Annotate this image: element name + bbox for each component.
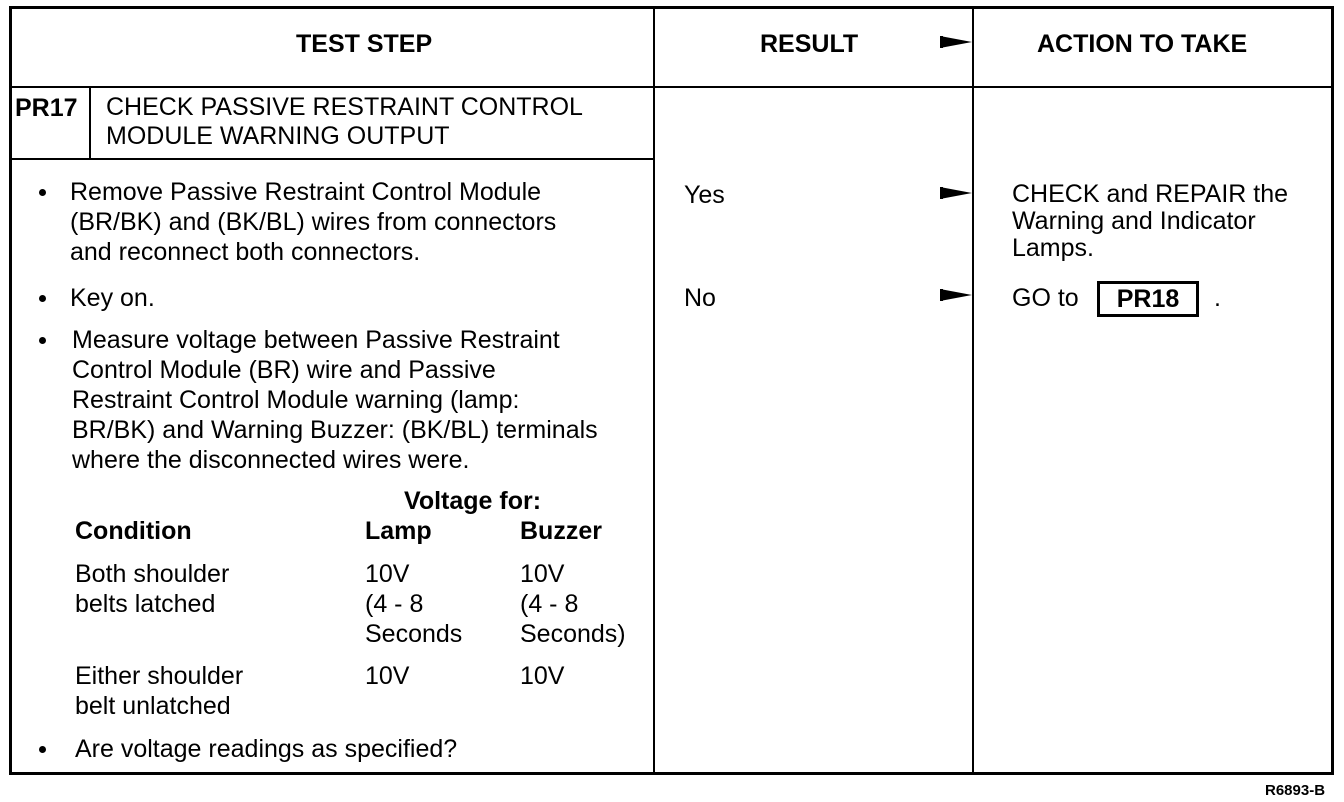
instruction-3-line5: where the disconnected wires were.: [72, 446, 470, 474]
row2-condition-line2: belt unlatched: [75, 692, 231, 720]
instruction-3-line2: Control Module (BR) wire and Passive: [72, 356, 496, 384]
header-arrow-icon: [940, 32, 972, 52]
result-yes-arrow-icon: [940, 183, 972, 203]
step-title-divider: [9, 158, 655, 160]
col-header-lamp: Lamp: [365, 517, 432, 545]
row1-lamp-line2: (4 - 8: [365, 590, 424, 618]
bullet-icon: [39, 337, 46, 344]
column-divider-1: [653, 6, 655, 775]
result-no-arrow-icon: [940, 285, 972, 305]
instruction-1-line3: and reconnect both connectors.: [70, 238, 421, 266]
row1-lamp-line3: Seconds: [365, 620, 463, 648]
col-header-condition: Condition: [75, 517, 192, 545]
row1-buzzer-line2: (4 - 8: [520, 590, 579, 618]
row1-buzzer-line3: Seconds): [520, 620, 626, 648]
row1-condition-line1: Both shoulder: [75, 560, 230, 588]
voltage-group-header: Voltage for:: [404, 487, 542, 515]
figure-id: R6893-B: [1265, 782, 1326, 799]
table-border-right: [1331, 6, 1334, 775]
result-yes: Yes: [684, 181, 725, 209]
step-title-line2: MODULE WARNING OUTPUT: [106, 122, 450, 150]
instruction-4: Are voltage readings as specified?: [75, 735, 458, 763]
row1-buzzer-line1: 10V: [520, 560, 565, 588]
instruction-3-line3: Restraint Control Module warning (lamp:: [72, 386, 520, 414]
action-no-prefix: GO to: [1012, 284, 1079, 312]
step-id: PR17: [15, 94, 78, 122]
row1-condition-line2: belts latched: [75, 590, 216, 618]
action-yes-line2: Warning and Indicator: [1012, 207, 1256, 235]
instruction-1-line1: Remove Passive Restraint Control Module: [70, 178, 542, 206]
action-yes-line3: Lamps.: [1012, 234, 1094, 262]
bullet-icon: [39, 746, 46, 753]
instruction-2: Key on.: [70, 284, 155, 312]
action-yes-line1: CHECK and REPAIR the: [1012, 180, 1289, 208]
col-header-buzzer: Buzzer: [520, 517, 602, 545]
row2-lamp: 10V: [365, 662, 410, 690]
result-no: No: [684, 284, 716, 312]
table-border-top: [9, 6, 1334, 9]
column-divider-2: [972, 6, 974, 775]
table-border-left: [9, 6, 12, 775]
instruction-1-line2: (BR/BK) and (BK/BL) wires from connectors: [70, 208, 557, 236]
step-id-divider: [89, 88, 91, 160]
bullet-icon: [39, 189, 46, 196]
header-divider: [9, 86, 1334, 88]
instruction-3-line1: Measure voltage between Passive Restraint: [72, 326, 560, 354]
action-no-suffix: .: [1214, 284, 1221, 312]
instruction-3-line4: BR/BK) and Warning Buzzer: (BK/BL) terminals: [72, 416, 598, 444]
header-action: ACTION TO TAKE: [1037, 30, 1248, 58]
step-title-line1: CHECK PASSIVE RESTRAINT CONTROL: [106, 93, 583, 121]
header-test-step: TEST STEP: [296, 30, 433, 58]
row2-condition-line1: Either shoulder: [75, 662, 244, 690]
row1-lamp-line1: 10V: [365, 560, 410, 588]
table-border-bottom: [9, 772, 1334, 775]
header-result: RESULT: [760, 30, 859, 58]
goto-step-link[interactable]: PR18: [1097, 281, 1199, 317]
row2-buzzer: 10V: [520, 662, 565, 690]
bullet-icon: [39, 295, 46, 302]
